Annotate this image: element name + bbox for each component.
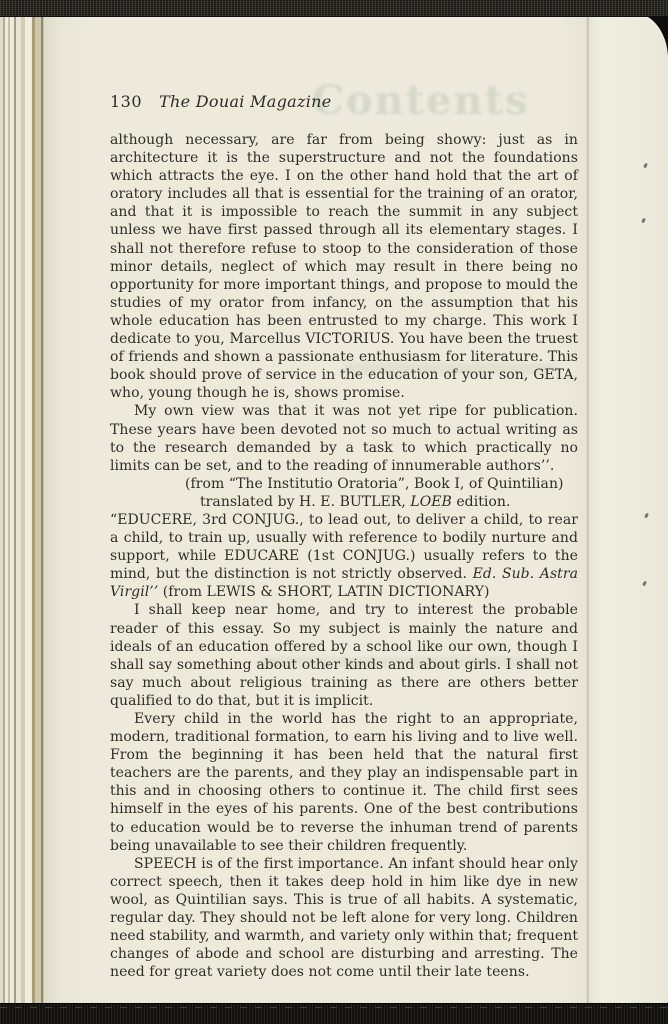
text-run: Every child in the world has the right to an appropriate, modern, traditional formation, to earn his living and to live well. From the beginning it has been held that the natural first teachers are the parents, and they play an indispensable part in this and in choosing others to continue it. The child first sees himself in the eyes of his parents. One of the best contributions to education would be to reverse the inhuman trend of parents being unavailable to see their children frequently. xyxy=(110,711,578,854)
running-head xyxy=(110,92,580,111)
dust-speck xyxy=(641,218,646,224)
paragraph xyxy=(110,855,578,982)
paragraph xyxy=(110,131,578,402)
text-run: I shall keep near home, and try to interest the probable reader of this essay. So my subject is mainly the nature and ideals of an education offered by a school like our own, though I shall say something about other kinds and about girls. I shall not say much about religious training as there are others better qualified to do that, but it is implicit. xyxy=(110,602,578,709)
book-page-fore-edges xyxy=(0,12,46,1008)
text-run: SPEECH is of the first importance. An infant should hear only correct speech, then it takes deep hold in him like dye in new wool, as Quintilian says. This is true of all habits. A systematic, regular day. They should not be left alone for very long. Children need stability, and warmth, and variety only within that; frequent changes of abode and school are disturbing and arresting. The need for great variety does not come until their late teens. xyxy=(110,855,578,981)
magazine-title: The Douai Magazine xyxy=(159,92,332,111)
paragraph xyxy=(110,601,578,710)
text-run-italic: LOEB xyxy=(410,493,452,510)
paragraph xyxy=(110,402,578,474)
dust-speck xyxy=(644,513,649,519)
dust-speck xyxy=(643,163,648,169)
text-run: (from “The Institutio Oratoria”, Book I, of Quintilian) xyxy=(185,475,564,492)
text-run-italic: Ed. Sub. Astra Virgil’’ xyxy=(110,566,578,601)
text-run: translated by H. E. BUTLER, xyxy=(200,493,411,510)
page-body xyxy=(110,131,578,981)
book-cover-bottom-edge xyxy=(0,1003,668,1024)
page-number: 130 xyxy=(110,92,143,111)
text-run: edition. xyxy=(451,493,511,510)
text-run: “EDUCERE, 3rd CONJUG., to lead out, to deliver a child, to rear a child, to train up, usually with reference to bodily nurture and support, while EDUCARE (1st CONJUG.) usually refers to the mind, but the distinction is not strictly observed. xyxy=(110,511,578,583)
scanned-page xyxy=(44,13,668,1007)
paragraph xyxy=(185,475,578,493)
text-run: (from LEWIS & SHORT, LATIN DICTIONARY) xyxy=(158,584,490,601)
book-cover-top-edge xyxy=(0,0,668,17)
paragraph xyxy=(200,493,578,511)
text-run: My own view was that it was not yet ripe for publication. These years have been devoted not so much to actual writing as to the research demanded by a task to which practically no limits can be set, and to the reading of innumerable authors’’. xyxy=(110,403,578,474)
paragraph xyxy=(110,511,578,601)
paragraph xyxy=(110,710,578,855)
page-crease xyxy=(586,13,590,1007)
show-through-text: Contents xyxy=(312,77,530,124)
text-run: although necessary, are far from being showy: just as in architecture it is the superstructure and not the foundations which attracts the eye. I on the other hand hold that the art of oratory includes all that is essential for the training of an orator, and that it is impossible to reach the summit in any subject unless we have first passed through all its elementary stages. I shall not therefore refuse to stoop to the consideration of those minor details, neglect of which may result in there being no opportunity for more important things, and propose to mould the studies of my orator from infancy, on the assumption that his whole education has been entrusted to my charge. This work I dedicate to you, Marcellus VICTORIUS. You have been the truest of friends and shown a passionate enthusiasm for literature. This book should prove of service in the education of your son, GETA, who, young though he is, shows promise. xyxy=(110,132,578,402)
dust-speck xyxy=(642,581,647,587)
